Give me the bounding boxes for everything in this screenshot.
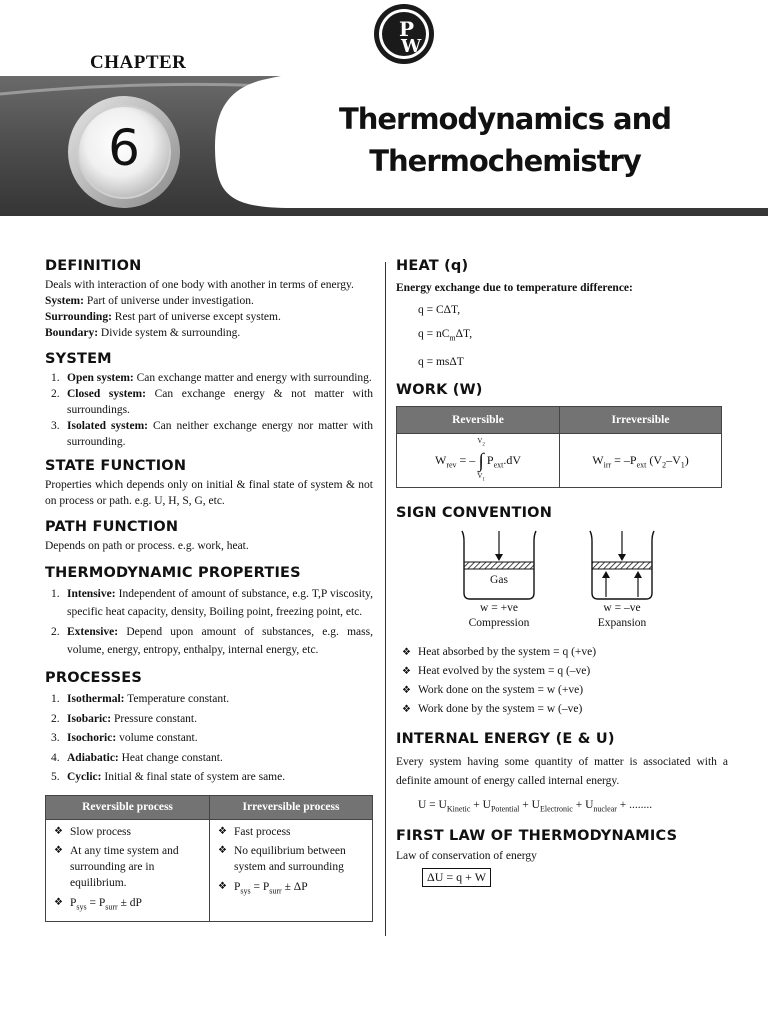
heat-formula: q = msΔT	[418, 356, 464, 369]
list-item: 5. Cyclic: Initial & final state of system are same.	[51, 771, 286, 783]
list-item: ❖ No equilibrium between system and surrounding	[218, 844, 346, 873]
chapter-title	[300, 98, 710, 182]
pw-logo	[372, 2, 436, 66]
list-item: 2. Extensive: Depend upon amount of substances, e.g. mass, volume, energy, entropy, enthalpy, internal energy, etc.	[51, 626, 373, 656]
work-heading: WORK (W)	[396, 382, 483, 399]
compression-caption: w = +ve Compression	[468, 602, 530, 630]
sign-convention-figure	[396, 527, 728, 637]
chapter-title-line1: Thermodynamics and	[338, 102, 672, 136]
thermo-properties-heading: THERMODYNAMIC PROPERTIES	[45, 565, 301, 581]
definition-item: System: Part of universe under investigation.	[45, 295, 254, 307]
gas-label: Gas	[490, 574, 508, 587]
right-column	[396, 258, 728, 887]
list-item: 3. Isolated system: Can neither exchange energy nor matter with surrounding.	[51, 420, 373, 448]
list-item: ❖ Heat evolved by the system = q (–ve)	[402, 665, 591, 678]
first-law-equation: ΔU = q + W	[422, 868, 491, 887]
processes-heading: PROCESSES	[45, 670, 143, 686]
list-item: ❖ Heat absorbed by the system = q (+ve)	[402, 646, 597, 659]
list-item: ❖ Fast process	[218, 825, 291, 838]
list-item: ❖ $P_{sys} = P_{surr}$ ± dP	[54, 896, 142, 911]
table-cell	[210, 819, 373, 921]
table-header: Irreversible	[560, 407, 722, 434]
definition-text: Deals with interaction of one body with another in terms of energy.	[45, 279, 354, 291]
chapter-label: CHAPTER	[90, 52, 187, 73]
first-law-text: Law of conservation of energy	[396, 849, 537, 862]
heat-heading: HEAT (q)	[396, 258, 469, 274]
definition-heading: DEFINITION	[45, 258, 142, 274]
heat-formula: $q = nC_m\Delta T$,	[418, 328, 473, 343]
list-item: ❖ Work done by the system = w (–ve)	[402, 703, 583, 716]
list-item: 1. Isothermal: Temperature constant.	[51, 693, 230, 705]
list-item: 3. Isochoric: volume constant.	[51, 732, 198, 744]
sign-convention-heading: SIGN CONVENTION	[396, 505, 553, 522]
list-item: 2. Closed system: Can exchange energy & not matter with surroundings.	[51, 388, 373, 416]
table-cell	[46, 819, 210, 921]
list-item: ❖ Slow process	[54, 825, 132, 838]
system-list	[45, 370, 373, 450]
table-header: Irreversible process	[210, 795, 373, 819]
irreversible-work-formula: $W_{irr} = -P_{ext}$ $(V_2-V_1)$	[560, 434, 722, 488]
svg-text:P: P	[399, 17, 415, 41]
internal-energy-formula: $U = U_{Kinetic} + U_{Potential} + U_{Electronic} + U_{nuclear}$ + ........	[418, 799, 653, 814]
chapter-title-line2: Thermochemistry	[369, 144, 641, 178]
definition-item: Boundary: Divide system & surrounding.	[45, 327, 241, 339]
expansion-caption: w = –ve Expansion	[597, 602, 647, 630]
chapter-number: 6	[108, 119, 140, 177]
sign-convention-list	[396, 643, 728, 719]
path-function-text: Depends on path or process. e.g. work, heat.	[45, 540, 249, 552]
column-divider	[385, 262, 386, 936]
work-table	[396, 406, 722, 488]
list-item: ❖ $P_{sys} = P_{surr} \pm \Delta P$	[218, 880, 308, 895]
list-item: ❖ Work done on the system = w (+ve)	[402, 684, 584, 697]
reversible-work-formula: $W_{rev}$ = – $V_2$ ∫ $V_1$ $P_{ext}.dV$	[397, 434, 560, 488]
heat-formula: q = CΔT,	[418, 304, 461, 316]
state-function-text: Properties which depends only on initial & final state of system & not on process or path. e.g. U, H, S, G, etc.	[45, 479, 373, 507]
list-item: 1. Intensive: Independent of amount of substance, e.g. T,P viscosity, specific heat capacity, density, Boiling point, freezing point, etc.	[51, 588, 373, 618]
list-item: 4. Adiabatic: Heat change constant.	[51, 751, 223, 764]
internal-energy-text: Every system having some quantity of matter is associated with a definite amount of energy called internal energy.	[396, 756, 728, 788]
first-law-heading: FIRST LAW OF THERMODYNAMICS	[396, 827, 678, 844]
table-header: Reversible	[397, 407, 560, 434]
table-header: Reversible process	[46, 795, 210, 819]
list-item: ❖ At any time system and surrounding are in equilibrium.	[54, 844, 179, 889]
integral-sign: ∫	[478, 449, 484, 472]
definition-item: Surrounding: Rest part of universe except system.	[45, 311, 281, 323]
system-heading: SYSTEM	[45, 351, 112, 367]
list-item: 1. Open system: Can exchange matter and energy with surrounding.	[51, 372, 372, 384]
process-table	[45, 795, 373, 922]
thermo-properties-list	[45, 585, 373, 659]
state-function-heading: STATE FUNCTION	[45, 458, 187, 474]
list-item: 2. Isobaric: Pressure constant.	[51, 712, 198, 725]
svg-text:W: W	[401, 36, 422, 57]
path-function-heading: PATH FUNCTION	[45, 519, 179, 535]
processes-list	[45, 690, 373, 788]
left-column	[45, 258, 373, 922]
heat-subtitle: Energy exchange due to temperature difference:	[396, 282, 633, 294]
internal-energy-heading: INTERNAL ENERGY (E & U)	[396, 731, 615, 748]
